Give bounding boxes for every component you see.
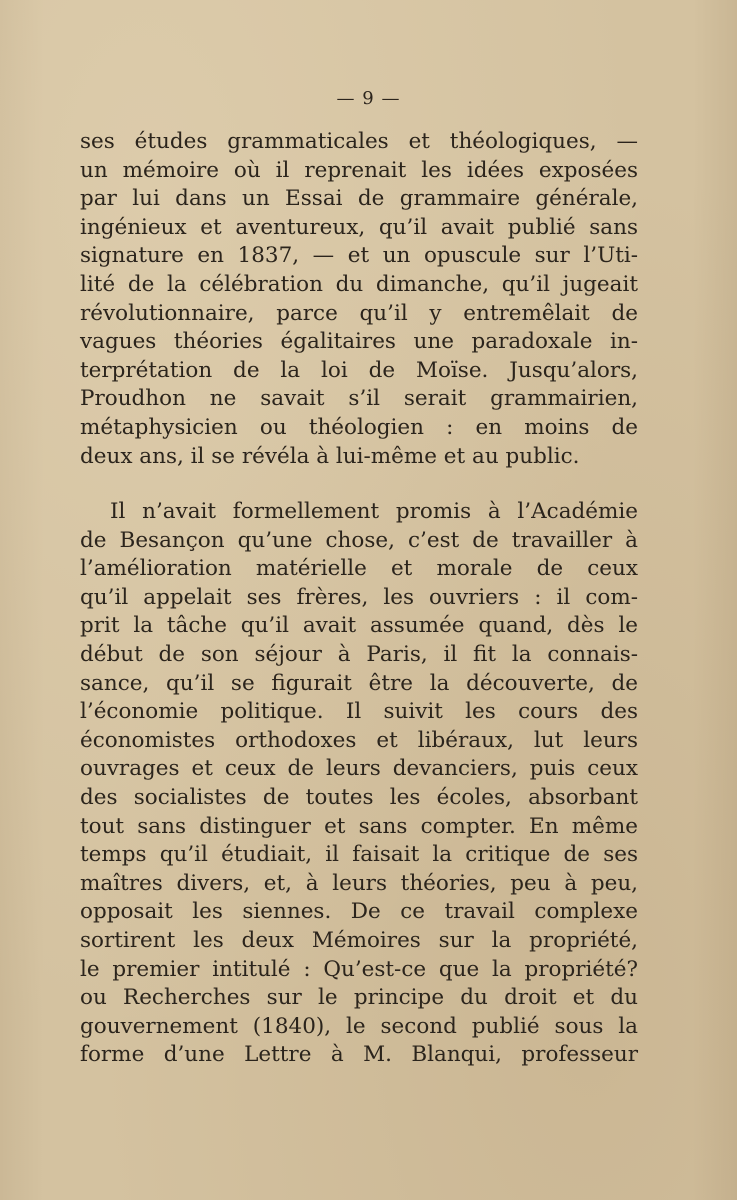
paragraph-1 <box>80 128 638 471</box>
text-line: ou Recherches sur le principe du droit et du <box>80 985 638 1011</box>
text-line: économistes orthodoxes et libéraux, lut leurs <box>80 727 638 753</box>
text-line: l’économie politique. Il suivit les cours des <box>80 699 638 725</box>
text-line: l’amélioration matérielle et morale de ceux <box>80 556 638 582</box>
text-line: signature en 1837, — et un opuscule sur l’Uti- <box>80 243 638 269</box>
text-line: par lui dans un Essai de grammaire générale, <box>80 186 638 212</box>
text-line: gouvernement (1840), le second publié sous la <box>80 1013 638 1039</box>
text-line: ingénieux et aventureux, qu’il avait publié sans <box>80 214 638 240</box>
text-line: terprétation de la loi de Moïse. Jusqu’alors, <box>80 357 638 383</box>
text-line: prit la tâche qu’il avait assumée quand, dès le <box>80 613 638 639</box>
text-line: forme d’une Lettre à M. Blanqui, professeur <box>80 1042 638 1068</box>
text-line: sortirent les deux Mémoires sur la propriété, <box>80 927 638 953</box>
text-line: métaphysicien ou théologien : en moins de <box>80 414 638 440</box>
text-line: lité de la célébration du dimanche, qu’il jugeait <box>80 271 638 297</box>
text-line: tout sans distinguer et sans compter. En même <box>80 813 638 839</box>
page-number: — 9 — <box>336 88 401 109</box>
text-line: début de son séjour à Paris, il fit la connais- <box>80 641 638 667</box>
text-line: Proudhon ne savait s’il serait grammairien, <box>80 386 638 412</box>
text-line: vagues théories égalitaires une paradoxale in- <box>80 329 638 355</box>
text-line: des socialistes de toutes les écoles, absorbant <box>80 784 638 810</box>
text-line: révolutionnaire, parce qu’il y entremêlait de <box>80 300 638 326</box>
text-line: opposait les siennes. De ce travail complexe <box>80 899 638 925</box>
text-line: ouvrages et ceux de leurs devanciers, puis ceux <box>80 756 638 782</box>
text-line: le premier intitulé : Qu’est-ce que la propriété? <box>80 956 638 982</box>
paragraph-2 <box>80 498 638 1070</box>
text-line: qu’il appelait ses frères, les ouvriers : il com- <box>80 584 638 610</box>
text-line: deux ans, il se révéla à lui-même et au public. <box>80 443 580 469</box>
text-line: ses études grammaticales et théologiques, — <box>80 129 638 154</box>
text-line: de Besançon qu’une chose, c’est de travailler à <box>80 527 638 553</box>
text-line: sance, qu’il se figurait être la découverte, de <box>80 670 638 696</box>
text-line: temps qu’il étudiait, il faisait la critique de ses <box>80 842 638 868</box>
text-line: maîtres divers, et, à leurs théories, peu à peu, <box>80 870 638 896</box>
text-line: un mémoire où il reprenait les idées exposées <box>80 157 638 183</box>
text-line: Il n’avait formellement promis à l’Académie <box>110 499 638 524</box>
